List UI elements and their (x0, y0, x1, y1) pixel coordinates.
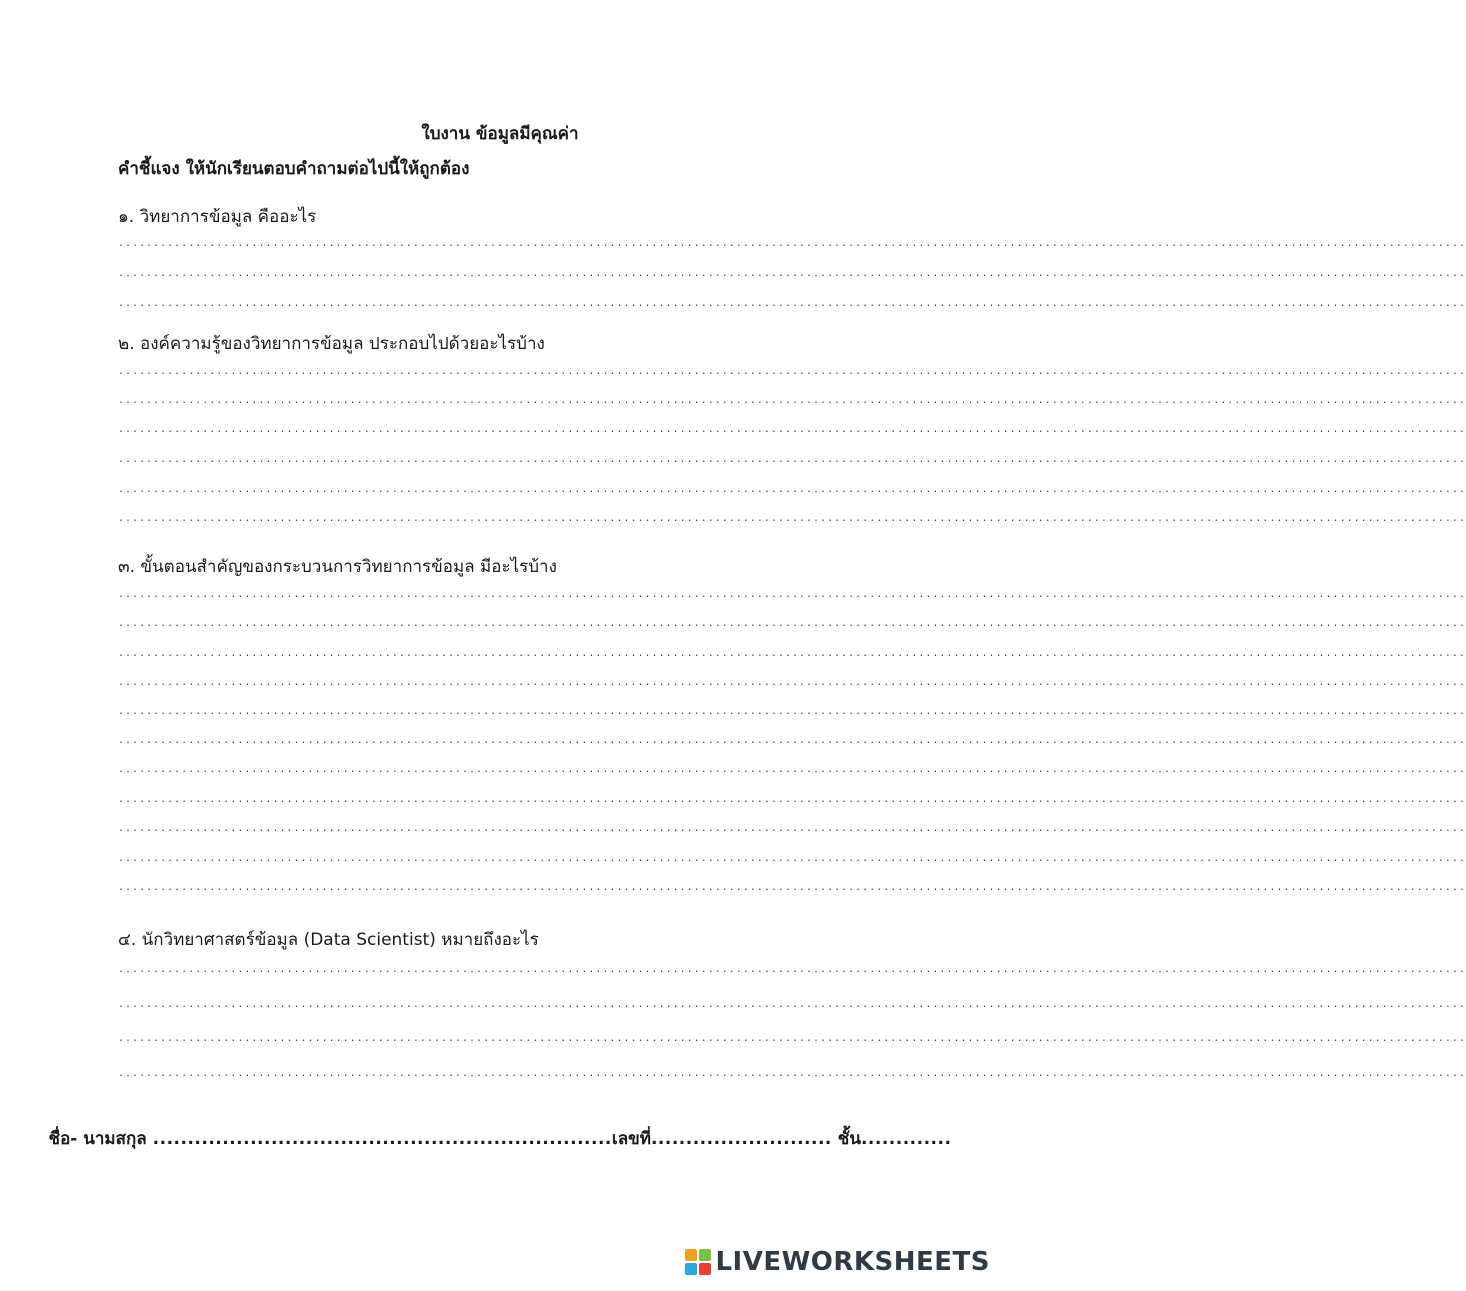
answer-line[interactable]: ................................................................................................................................................................................................ (118, 424, 1466, 435)
class-label: ชั้น (837, 1129, 861, 1149)
logo-block (685, 1249, 697, 1261)
answer-line[interactable]: ................................................................................................................................................................................................ (118, 1068, 1466, 1079)
student-info-row (0, 1125, 1000, 1152)
answer-line[interactable]: ................................................................................................................................................................................................ (118, 764, 1466, 775)
logo-text: LIVEWORKSHEETS (715, 1247, 990, 1277)
answer-line[interactable]: ................................................................................................................................................................................................ (118, 366, 1466, 377)
name-field[interactable]: .................................................................. (152, 1129, 612, 1149)
logo-block (685, 1263, 697, 1275)
logo-block (699, 1249, 711, 1261)
answer-line[interactable]: ................................................................................................................................................................................................ (118, 238, 1466, 249)
answer-line[interactable]: ................................................................................................................................................................................................ (118, 589, 1466, 600)
answer-line[interactable]: ................................................................................................................................................................................................ (118, 648, 1466, 659)
name-label: ชื่อ- นามสกุล (48, 1129, 147, 1149)
class-field[interactable]: ............. (860, 1129, 952, 1149)
answer-line[interactable]: ................................................................................................................................................................................................ (118, 853, 1466, 864)
answer-line[interactable]: ................................................................................................................................................................................................ (118, 454, 1466, 465)
answer-line[interactable]: ................................................................................................................................................................................................ (118, 618, 1466, 629)
instruction-text: คำชี้แจง ให้นักเรียนตอบคำถามต่อไปนี้ให้ถูกต้อง (118, 159, 470, 179)
question-4: ๔. นักวิทยาศาสตร์ข้อมูล (Data Scientist) หมายถึงอะไร (118, 930, 539, 950)
answer-line[interactable]: ................................................................................................................................................................................................ (118, 1033, 1466, 1044)
answer-line[interactable]: ................................................................................................................................................................................................ (118, 677, 1466, 688)
answer-line[interactable]: ................................................................................................................................................................................................ (118, 794, 1466, 805)
answer-line[interactable]: ................................................................................................................................................................................................ (118, 268, 1466, 279)
number-field[interactable]: .......................... (650, 1129, 832, 1149)
answer-line[interactable]: ................................................................................................................................................................................................ (118, 882, 1466, 893)
answer-line[interactable]: ................................................................................................................................................................................................ (118, 513, 1466, 524)
answer-line[interactable]: ................................................................................................................................................................................................ (118, 395, 1466, 406)
question-2: ๒. องค์ความรู้ของวิทยาการข้อมูล ประกอบไปด้วยอะไรบ้าง (118, 334, 545, 354)
answer-line[interactable]: ................................................................................................................................................................................................ (118, 706, 1466, 717)
answer-line[interactable]: ................................................................................................................................................................................................ (118, 964, 1466, 975)
number-label: เลขที่ (611, 1129, 651, 1149)
answer-line[interactable]: ................................................................................................................................................................................................ (118, 823, 1466, 834)
question-3: ๓. ขั้นตอนสำคัญของกระบวนการวิทยาการข้อมูล มีอะไรบ้าง (118, 557, 557, 577)
worksheet-title: ใบงาน ข้อมูลมีคุณค่า (421, 124, 579, 144)
liveworksheets-logo (685, 1245, 990, 1279)
answer-line[interactable]: ................................................................................................................................................................................................ (118, 999, 1466, 1010)
answer-line[interactable]: ................................................................................................................................................................................................ (118, 735, 1466, 746)
answer-line[interactable]: ................................................................................................................................................................................................ (118, 484, 1466, 495)
question-1: ๑. วิทยาการข้อมูล คืออะไร (118, 207, 317, 227)
answer-line[interactable]: ................................................................................................................................................................................................ (118, 298, 1466, 309)
logo-blocks-icon (685, 1249, 711, 1275)
logo-block (699, 1263, 711, 1275)
